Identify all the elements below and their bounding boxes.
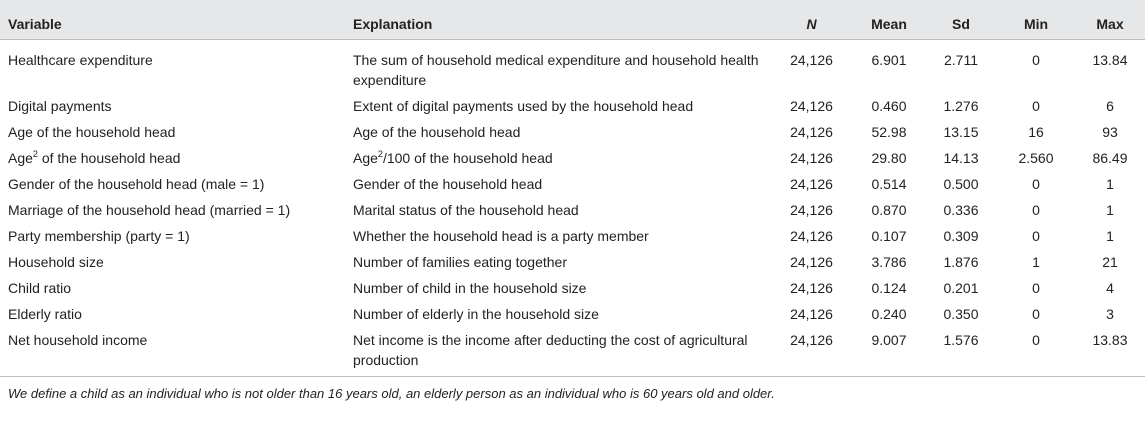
cell-mean: 0.240 <box>871 306 907 322</box>
cell-n: 24,126 <box>790 98 833 114</box>
cell-explanation: Whether the household head is a party member <box>353 228 649 244</box>
cell-n: 24,126 <box>790 280 833 296</box>
cell-variable: Household size <box>8 254 104 270</box>
cell-mean: 9.007 <box>853 326 925 377</box>
cell-mean: 0.460 <box>871 98 907 114</box>
cell-variable: Child ratio <box>8 280 72 296</box>
cell-sd: 14.13 <box>943 150 979 166</box>
header-max: Max <box>1075 0 1145 40</box>
table-row <box>0 196 1145 222</box>
cell-mean: 6.901 <box>871 52 907 68</box>
cell-explanation: Marital status of the household head <box>353 202 579 218</box>
cell-max: 4 <box>1106 280 1114 296</box>
cell-max: 13.84 <box>1092 52 1128 68</box>
cell-min: 1 <box>1032 254 1040 270</box>
cell-sd: 0.309 <box>943 228 979 244</box>
explanation-text: /100 of the household head <box>382 150 553 166</box>
header-mean: Mean <box>853 0 925 40</box>
cell-sd: 0.500 <box>943 176 979 192</box>
cell-max: 21 <box>1102 254 1118 270</box>
table-row <box>0 248 1145 274</box>
table-body <box>0 40 1145 377</box>
table-row <box>0 274 1145 300</box>
cell-max: 13.83 <box>1075 326 1145 377</box>
table-row <box>0 170 1145 196</box>
cell-min: 0 <box>1032 98 1040 114</box>
cell-explanation: Net income is the income after deducting the cost of agricultural production <box>345 326 770 377</box>
cell-sd: 1.276 <box>943 98 979 114</box>
cell-explanation: The sum of household medical expenditure and household health expenditure <box>353 52 759 88</box>
header-row <box>0 0 1145 40</box>
cell-min: 0 <box>1032 202 1040 218</box>
cell-n: 24,126 <box>770 326 853 377</box>
cell-sd: 0.336 <box>943 202 979 218</box>
cell-variable: Party membership (party = 1) <box>8 228 190 244</box>
cell-n: 24,126 <box>790 306 833 322</box>
table-row <box>0 144 1145 170</box>
explanation-text: Age <box>353 150 378 166</box>
cell-min: 2.560 <box>1018 150 1054 166</box>
cell-variable: Age of the household head <box>8 124 176 140</box>
variable-text: Age <box>8 150 33 166</box>
cell-max: 1 <box>1106 228 1114 244</box>
table-footnote: We define a child as an individual who is not older than 16 years old, an elderly person as an individual who is 60 years old and older. <box>8 386 775 401</box>
header-variable: Variable <box>0 0 345 40</box>
cell-mean: 52.98 <box>871 124 907 140</box>
cell-n: 24,126 <box>790 254 833 270</box>
cell-variable: Elderly ratio <box>8 306 82 322</box>
cell-min: 0 <box>1032 52 1040 68</box>
cell-n: 24,126 <box>790 124 833 140</box>
cell-variable: Healthcare expenditure <box>8 52 153 68</box>
cell-sd: 13.15 <box>943 124 979 140</box>
cell-min: 0 <box>1032 176 1040 192</box>
cell-sd: 0.350 <box>943 306 979 322</box>
cell-n: 24,126 <box>790 150 833 166</box>
header-explanation: Explanation <box>345 0 770 40</box>
cell-mean: 0.870 <box>871 202 907 218</box>
cell-max: 1 <box>1106 202 1114 218</box>
cell-sd: 1.876 <box>943 254 979 270</box>
cell-mean: 0.107 <box>871 228 907 244</box>
cell-min: 0 <box>997 326 1075 377</box>
cell-explanation: Number of elderly in the household size <box>353 306 599 322</box>
cell-min: 0 <box>1032 280 1040 296</box>
cell-explanation: Number of child in the household size <box>353 280 587 296</box>
cell-explanation <box>345 144 770 170</box>
cell-variable <box>0 144 345 170</box>
cell-min: 16 <box>1028 124 1044 140</box>
cell-sd: 2.711 <box>944 52 978 68</box>
cell-min: 0 <box>1032 306 1040 322</box>
cell-max: 93 <box>1102 124 1118 140</box>
cell-explanation: Extent of digital payments used by the household head <box>353 98 694 114</box>
header-min: Min <box>997 0 1075 40</box>
superscript: 2 <box>32 149 38 159</box>
table-row <box>0 118 1145 144</box>
cell-mean: 3.786 <box>871 254 907 270</box>
table-header <box>0 0 1145 40</box>
cell-min: 0 <box>1032 228 1040 244</box>
table-row <box>0 326 1145 377</box>
cell-n: 24,126 <box>790 176 833 192</box>
cell-max: 86.49 <box>1092 150 1128 166</box>
table-row <box>0 40 1145 93</box>
table-row <box>0 92 1145 118</box>
cell-variable: Gender of the household head (male = 1) <box>8 176 265 192</box>
cell-variable: Digital payments <box>8 98 112 114</box>
cell-explanation: Number of families eating together <box>353 254 567 270</box>
superscript: 2 <box>377 149 383 159</box>
cell-variable: Marriage of the household head (married = 1) <box>8 202 291 218</box>
cell-explanation: Gender of the household head <box>353 176 543 192</box>
header-sd: Sd <box>925 0 997 40</box>
cell-sd: 0.201 <box>943 280 979 296</box>
cell-n: 24,126 <box>790 52 833 68</box>
cell-sd: 1.576 <box>925 326 997 377</box>
cell-variable: Net household income <box>0 326 345 377</box>
table-row <box>0 222 1145 248</box>
cell-explanation: Age of the household head <box>353 124 521 140</box>
cell-mean: 0.124 <box>871 280 907 296</box>
variable-text: of the household head <box>37 150 181 166</box>
cell-max: 3 <box>1106 306 1114 322</box>
table-row <box>0 300 1145 326</box>
cell-max: 1 <box>1106 176 1114 192</box>
cell-n: 24,126 <box>790 228 833 244</box>
header-n: N <box>770 0 853 40</box>
cell-mean: 29.80 <box>871 150 907 166</box>
cell-n: 24,126 <box>790 202 833 218</box>
cell-mean: 0.514 <box>871 176 907 192</box>
cell-max: 6 <box>1106 98 1114 114</box>
